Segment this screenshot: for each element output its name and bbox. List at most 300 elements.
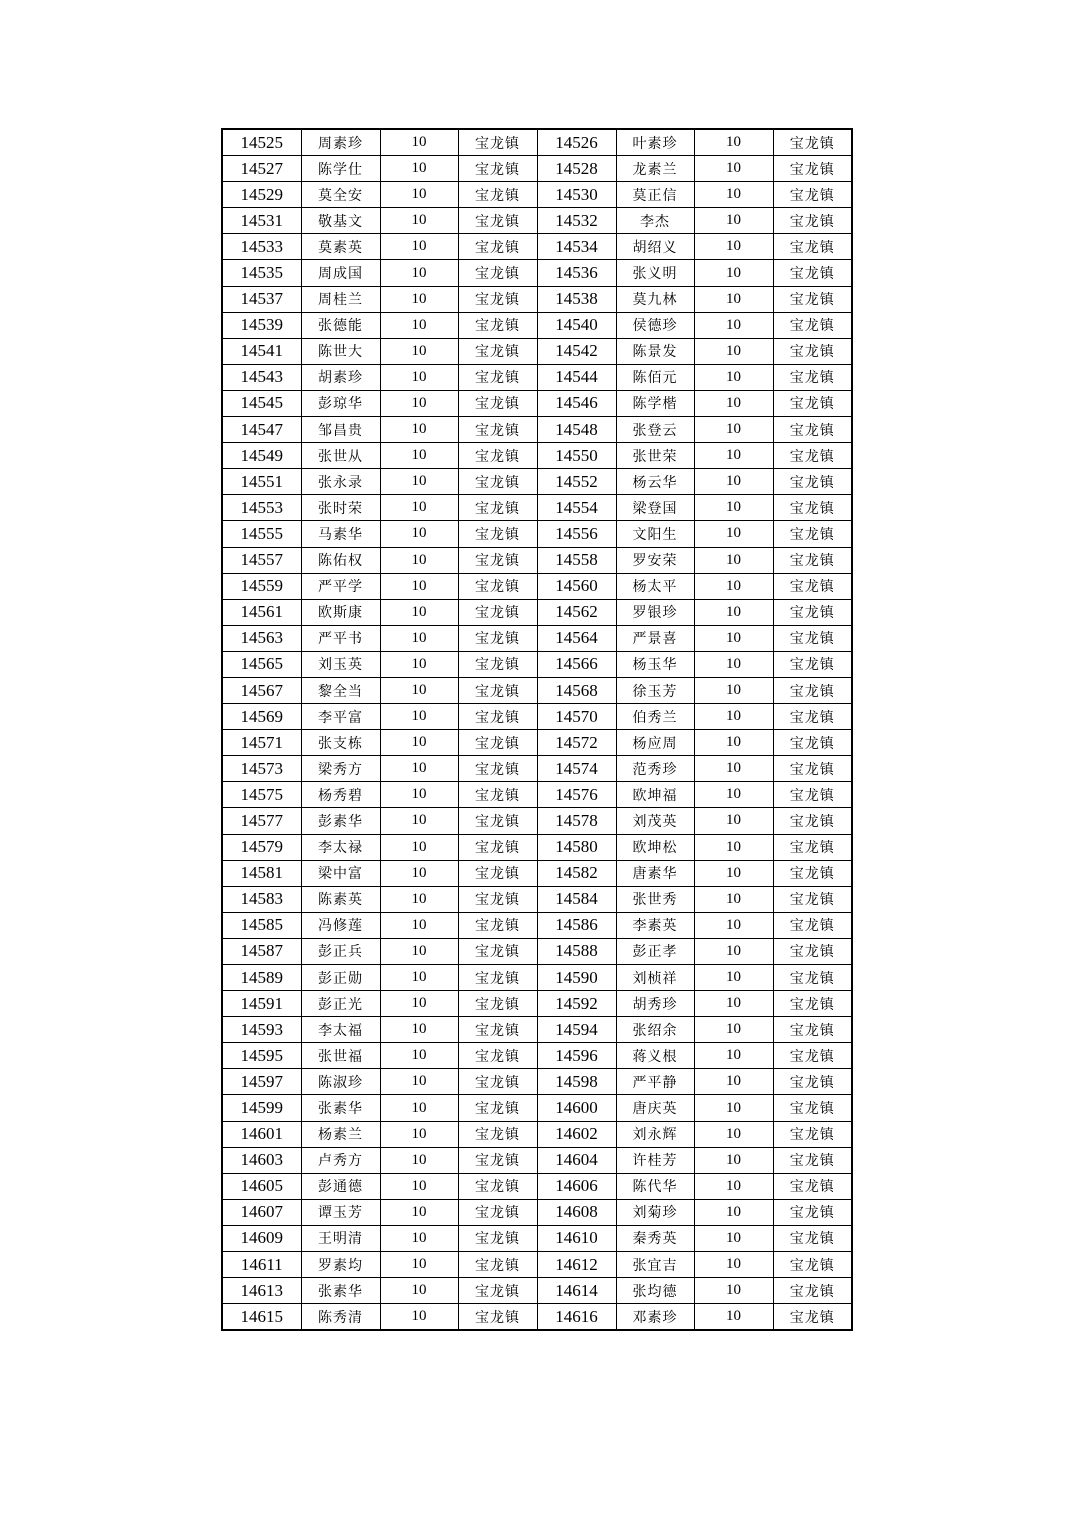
person-name-cell: 张素华 bbox=[301, 1095, 380, 1121]
amount-cell: 10 bbox=[694, 756, 773, 782]
amount-cell: 10 bbox=[694, 390, 773, 416]
person-name-cell: 陈代华 bbox=[616, 1173, 694, 1199]
town-cell: 宝龙镇 bbox=[773, 938, 852, 964]
person-name-cell: 陈学楷 bbox=[616, 390, 694, 416]
amount-cell: 10 bbox=[380, 208, 458, 234]
amount-cell: 10 bbox=[694, 808, 773, 834]
town-cell: 宝龙镇 bbox=[458, 1304, 537, 1331]
record-id-cell: 14594 bbox=[537, 1017, 616, 1043]
town-cell: 宝龙镇 bbox=[773, 1017, 852, 1043]
record-id-cell: 14589 bbox=[222, 965, 301, 991]
record-id-cell: 14542 bbox=[537, 338, 616, 364]
record-id-cell: 14547 bbox=[222, 417, 301, 443]
record-id-cell: 14560 bbox=[537, 573, 616, 599]
amount-cell: 10 bbox=[694, 730, 773, 756]
person-name-cell: 梁秀方 bbox=[301, 756, 380, 782]
record-id-cell: 14568 bbox=[537, 677, 616, 703]
amount-cell: 10 bbox=[380, 1069, 458, 1095]
record-id-cell: 14536 bbox=[537, 260, 616, 286]
town-cell: 宝龙镇 bbox=[773, 677, 852, 703]
record-id-cell: 14609 bbox=[222, 1225, 301, 1251]
amount-cell: 10 bbox=[694, 547, 773, 573]
town-cell: 宝龙镇 bbox=[773, 808, 852, 834]
town-cell: 宝龙镇 bbox=[458, 390, 537, 416]
amount-cell: 10 bbox=[694, 208, 773, 234]
person-name-cell: 冯修莲 bbox=[301, 912, 380, 938]
record-id-cell: 14535 bbox=[222, 260, 301, 286]
person-name-cell: 莫素英 bbox=[301, 234, 380, 260]
person-name-cell: 张素华 bbox=[301, 1278, 380, 1304]
person-name-cell: 彭正光 bbox=[301, 991, 380, 1017]
town-cell: 宝龙镇 bbox=[458, 573, 537, 599]
town-cell: 宝龙镇 bbox=[773, 312, 852, 338]
amount-cell: 10 bbox=[694, 129, 773, 156]
record-id-cell: 14556 bbox=[537, 521, 616, 547]
town-cell: 宝龙镇 bbox=[458, 443, 537, 469]
table-row bbox=[222, 965, 852, 991]
table-row bbox=[222, 1199, 852, 1225]
amount-cell: 10 bbox=[380, 886, 458, 912]
amount-cell: 10 bbox=[694, 782, 773, 808]
amount-cell: 10 bbox=[694, 1252, 773, 1278]
town-cell: 宝龙镇 bbox=[458, 599, 537, 625]
person-name-cell: 李太福 bbox=[301, 1017, 380, 1043]
record-id-cell: 14585 bbox=[222, 912, 301, 938]
town-cell: 宝龙镇 bbox=[773, 364, 852, 390]
town-cell: 宝龙镇 bbox=[458, 1147, 537, 1173]
town-cell: 宝龙镇 bbox=[773, 208, 852, 234]
record-id-cell: 14603 bbox=[222, 1147, 301, 1173]
table-row bbox=[222, 991, 852, 1017]
town-cell: 宝龙镇 bbox=[458, 991, 537, 1017]
amount-cell: 10 bbox=[380, 1043, 458, 1069]
person-name-cell: 张德能 bbox=[301, 312, 380, 338]
record-id-cell: 14611 bbox=[222, 1252, 301, 1278]
town-cell: 宝龙镇 bbox=[458, 834, 537, 860]
town-cell: 宝龙镇 bbox=[773, 495, 852, 521]
town-cell: 宝龙镇 bbox=[458, 469, 537, 495]
town-cell: 宝龙镇 bbox=[458, 234, 537, 260]
amount-cell: 10 bbox=[380, 260, 458, 286]
amount-cell: 10 bbox=[694, 834, 773, 860]
table-row bbox=[222, 1043, 852, 1069]
person-name-cell: 彭琼华 bbox=[301, 390, 380, 416]
record-id-cell: 14529 bbox=[222, 182, 301, 208]
record-id-cell: 14576 bbox=[537, 782, 616, 808]
person-name-cell: 刘玉英 bbox=[301, 651, 380, 677]
town-cell: 宝龙镇 bbox=[773, 260, 852, 286]
amount-cell: 10 bbox=[694, 991, 773, 1017]
person-name-cell: 蒋义根 bbox=[616, 1043, 694, 1069]
town-cell: 宝龙镇 bbox=[458, 756, 537, 782]
record-id-cell: 14569 bbox=[222, 704, 301, 730]
person-name-cell: 彭素华 bbox=[301, 808, 380, 834]
record-id-cell: 14545 bbox=[222, 390, 301, 416]
table-row bbox=[222, 1304, 852, 1331]
amount-cell: 10 bbox=[694, 495, 773, 521]
amount-cell: 10 bbox=[380, 808, 458, 834]
person-name-cell: 黎全当 bbox=[301, 677, 380, 703]
town-cell: 宝龙镇 bbox=[458, 1199, 537, 1225]
town-cell: 宝龙镇 bbox=[773, 886, 852, 912]
town-cell: 宝龙镇 bbox=[458, 495, 537, 521]
amount-cell: 10 bbox=[694, 364, 773, 390]
person-name-cell: 侯德珍 bbox=[616, 312, 694, 338]
person-name-cell: 张世秀 bbox=[616, 886, 694, 912]
table-row bbox=[222, 1225, 852, 1251]
table-row bbox=[222, 338, 852, 364]
amount-cell: 10 bbox=[694, 1043, 773, 1069]
amount-cell: 10 bbox=[380, 938, 458, 964]
amount-cell: 10 bbox=[694, 260, 773, 286]
town-cell: 宝龙镇 bbox=[773, 443, 852, 469]
record-id-cell: 14558 bbox=[537, 547, 616, 573]
person-name-cell: 陈世大 bbox=[301, 338, 380, 364]
person-name-cell: 杨太平 bbox=[616, 573, 694, 599]
person-name-cell: 罗素均 bbox=[301, 1252, 380, 1278]
person-name-cell: 严景喜 bbox=[616, 625, 694, 651]
record-id-cell: 14601 bbox=[222, 1121, 301, 1147]
person-name-cell: 唐素华 bbox=[616, 860, 694, 886]
person-name-cell: 罗银珍 bbox=[616, 599, 694, 625]
town-cell: 宝龙镇 bbox=[773, 1043, 852, 1069]
person-name-cell: 杨素兰 bbox=[301, 1121, 380, 1147]
amount-cell: 10 bbox=[380, 1121, 458, 1147]
record-id-cell: 14600 bbox=[537, 1095, 616, 1121]
amount-cell: 10 bbox=[380, 495, 458, 521]
amount-cell: 10 bbox=[694, 469, 773, 495]
table-row bbox=[222, 364, 852, 390]
person-name-cell: 梁登国 bbox=[616, 495, 694, 521]
person-name-cell: 范秀珍 bbox=[616, 756, 694, 782]
record-id-cell: 14549 bbox=[222, 443, 301, 469]
table-row bbox=[222, 156, 852, 182]
record-id-cell: 14606 bbox=[537, 1173, 616, 1199]
amount-cell: 10 bbox=[380, 1304, 458, 1331]
amount-cell: 10 bbox=[380, 756, 458, 782]
amount-cell: 10 bbox=[380, 912, 458, 938]
town-cell: 宝龙镇 bbox=[458, 1069, 537, 1095]
town-cell: 宝龙镇 bbox=[458, 129, 537, 156]
person-name-cell: 张义明 bbox=[616, 260, 694, 286]
amount-cell: 10 bbox=[380, 469, 458, 495]
person-name-cell: 胡绍义 bbox=[616, 234, 694, 260]
amount-cell: 10 bbox=[380, 599, 458, 625]
record-id-cell: 14533 bbox=[222, 234, 301, 260]
table-row bbox=[222, 573, 852, 599]
table-row bbox=[222, 417, 852, 443]
person-name-cell: 莫正信 bbox=[616, 182, 694, 208]
person-name-cell: 莫九林 bbox=[616, 286, 694, 312]
town-cell: 宝龙镇 bbox=[458, 677, 537, 703]
town-cell: 宝龙镇 bbox=[773, 1278, 852, 1304]
record-id-cell: 14573 bbox=[222, 756, 301, 782]
amount-cell: 10 bbox=[380, 312, 458, 338]
amount-cell: 10 bbox=[380, 1017, 458, 1043]
person-name-cell: 刘永辉 bbox=[616, 1121, 694, 1147]
record-id-cell: 14608 bbox=[537, 1199, 616, 1225]
table-row bbox=[222, 1017, 852, 1043]
record-id-cell: 14571 bbox=[222, 730, 301, 756]
table-row bbox=[222, 208, 852, 234]
table-row bbox=[222, 1095, 852, 1121]
amount-cell: 10 bbox=[380, 1199, 458, 1225]
person-name-cell: 李太禄 bbox=[301, 834, 380, 860]
town-cell: 宝龙镇 bbox=[773, 834, 852, 860]
person-name-cell: 邹昌贵 bbox=[301, 417, 380, 443]
amount-cell: 10 bbox=[380, 1173, 458, 1199]
town-cell: 宝龙镇 bbox=[773, 182, 852, 208]
town-cell: 宝龙镇 bbox=[458, 364, 537, 390]
town-cell: 宝龙镇 bbox=[773, 1199, 852, 1225]
town-cell: 宝龙镇 bbox=[773, 991, 852, 1017]
person-name-cell: 张世福 bbox=[301, 1043, 380, 1069]
table-row bbox=[222, 521, 852, 547]
town-cell: 宝龙镇 bbox=[773, 156, 852, 182]
town-cell: 宝龙镇 bbox=[773, 1069, 852, 1095]
amount-cell: 10 bbox=[694, 625, 773, 651]
amount-cell: 10 bbox=[380, 1147, 458, 1173]
record-id-cell: 14564 bbox=[537, 625, 616, 651]
town-cell: 宝龙镇 bbox=[458, 338, 537, 364]
record-id-cell: 14595 bbox=[222, 1043, 301, 1069]
record-id-cell: 14586 bbox=[537, 912, 616, 938]
record-id-cell: 14540 bbox=[537, 312, 616, 338]
record-id-cell: 14527 bbox=[222, 156, 301, 182]
table-row bbox=[222, 547, 852, 573]
amount-cell: 10 bbox=[694, 1225, 773, 1251]
person-name-cell: 严平学 bbox=[301, 573, 380, 599]
person-name-cell: 陈佑权 bbox=[301, 547, 380, 573]
town-cell: 宝龙镇 bbox=[458, 1278, 537, 1304]
person-name-cell: 陈素英 bbox=[301, 886, 380, 912]
person-name-cell: 欧坤松 bbox=[616, 834, 694, 860]
amount-cell: 10 bbox=[380, 129, 458, 156]
table-row bbox=[222, 834, 852, 860]
record-id-cell: 14539 bbox=[222, 312, 301, 338]
amount-cell: 10 bbox=[380, 860, 458, 886]
town-cell: 宝龙镇 bbox=[773, 1304, 852, 1331]
amount-cell: 10 bbox=[380, 286, 458, 312]
amount-cell: 10 bbox=[694, 651, 773, 677]
amount-cell: 10 bbox=[694, 1095, 773, 1121]
record-id-cell: 14552 bbox=[537, 469, 616, 495]
amount-cell: 10 bbox=[694, 443, 773, 469]
record-id-cell: 14567 bbox=[222, 677, 301, 703]
table-row bbox=[222, 677, 852, 703]
record-id-cell: 14544 bbox=[537, 364, 616, 390]
record-id-cell: 14591 bbox=[222, 991, 301, 1017]
amount-cell: 10 bbox=[694, 1017, 773, 1043]
town-cell: 宝龙镇 bbox=[458, 782, 537, 808]
table-row bbox=[222, 495, 852, 521]
table-row bbox=[222, 730, 852, 756]
record-id-cell: 14554 bbox=[537, 495, 616, 521]
person-name-cell: 陈秀清 bbox=[301, 1304, 380, 1331]
amount-cell: 10 bbox=[694, 886, 773, 912]
record-id-cell: 14597 bbox=[222, 1069, 301, 1095]
person-name-cell: 张登云 bbox=[616, 417, 694, 443]
town-cell: 宝龙镇 bbox=[773, 756, 852, 782]
town-cell: 宝龙镇 bbox=[773, 390, 852, 416]
record-id-cell: 14534 bbox=[537, 234, 616, 260]
town-cell: 宝龙镇 bbox=[773, 1225, 852, 1251]
amount-cell: 10 bbox=[694, 1069, 773, 1095]
person-name-cell: 陈淑珍 bbox=[301, 1069, 380, 1095]
amount-cell: 10 bbox=[380, 338, 458, 364]
amount-cell: 10 bbox=[380, 1095, 458, 1121]
person-name-cell: 王明清 bbox=[301, 1225, 380, 1251]
table-row bbox=[222, 469, 852, 495]
amount-cell: 10 bbox=[380, 573, 458, 599]
record-id-cell: 14550 bbox=[537, 443, 616, 469]
amount-cell: 10 bbox=[694, 182, 773, 208]
table-row bbox=[222, 312, 852, 338]
person-name-cell: 陈学仕 bbox=[301, 156, 380, 182]
record-id-cell: 14565 bbox=[222, 651, 301, 677]
record-id-cell: 14526 bbox=[537, 129, 616, 156]
person-name-cell: 刘桢祥 bbox=[616, 965, 694, 991]
town-cell: 宝龙镇 bbox=[458, 521, 537, 547]
person-name-cell: 杨应周 bbox=[616, 730, 694, 756]
table-row bbox=[222, 938, 852, 964]
person-name-cell: 李素英 bbox=[616, 912, 694, 938]
table-row bbox=[222, 1069, 852, 1095]
record-id-cell: 14588 bbox=[537, 938, 616, 964]
record-id-cell: 14543 bbox=[222, 364, 301, 390]
amount-cell: 10 bbox=[694, 1278, 773, 1304]
table-row bbox=[222, 182, 852, 208]
record-id-cell: 14584 bbox=[537, 886, 616, 912]
person-name-cell: 龙素兰 bbox=[616, 156, 694, 182]
table-row bbox=[222, 756, 852, 782]
amount-cell: 10 bbox=[380, 677, 458, 703]
town-cell: 宝龙镇 bbox=[458, 886, 537, 912]
person-name-cell: 莫全安 bbox=[301, 182, 380, 208]
town-cell: 宝龙镇 bbox=[773, 1147, 852, 1173]
town-cell: 宝龙镇 bbox=[773, 704, 852, 730]
amount-cell: 10 bbox=[380, 443, 458, 469]
person-name-cell: 陈佰元 bbox=[616, 364, 694, 390]
record-id-cell: 14580 bbox=[537, 834, 616, 860]
town-cell: 宝龙镇 bbox=[458, 704, 537, 730]
town-cell: 宝龙镇 bbox=[458, 1095, 537, 1121]
record-id-cell: 14575 bbox=[222, 782, 301, 808]
town-cell: 宝龙镇 bbox=[773, 730, 852, 756]
person-name-cell: 严平书 bbox=[301, 625, 380, 651]
table-row bbox=[222, 1121, 852, 1147]
amount-cell: 10 bbox=[694, 286, 773, 312]
person-name-cell: 胡素珍 bbox=[301, 364, 380, 390]
amount-cell: 10 bbox=[380, 364, 458, 390]
town-cell: 宝龙镇 bbox=[773, 129, 852, 156]
record-id-cell: 14578 bbox=[537, 808, 616, 834]
person-name-cell: 敬基文 bbox=[301, 208, 380, 234]
town-cell: 宝龙镇 bbox=[458, 730, 537, 756]
person-name-cell: 梁中富 bbox=[301, 860, 380, 886]
person-name-cell: 陈景发 bbox=[616, 338, 694, 364]
person-name-cell: 张支栋 bbox=[301, 730, 380, 756]
record-id-cell: 14574 bbox=[537, 756, 616, 782]
amount-cell: 10 bbox=[380, 390, 458, 416]
amount-cell: 10 bbox=[380, 156, 458, 182]
person-name-cell: 谭玉芳 bbox=[301, 1199, 380, 1225]
town-cell: 宝龙镇 bbox=[773, 912, 852, 938]
record-id-cell: 14604 bbox=[537, 1147, 616, 1173]
person-name-cell: 严平静 bbox=[616, 1069, 694, 1095]
town-cell: 宝龙镇 bbox=[458, 182, 537, 208]
record-id-cell: 14531 bbox=[222, 208, 301, 234]
town-cell: 宝龙镇 bbox=[458, 156, 537, 182]
town-cell: 宝龙镇 bbox=[773, 417, 852, 443]
person-name-cell: 张绍余 bbox=[616, 1017, 694, 1043]
record-id-cell: 14561 bbox=[222, 599, 301, 625]
town-cell: 宝龙镇 bbox=[773, 469, 852, 495]
town-cell: 宝龙镇 bbox=[458, 965, 537, 991]
town-cell: 宝龙镇 bbox=[458, 417, 537, 443]
record-id-cell: 14566 bbox=[537, 651, 616, 677]
table-row bbox=[222, 625, 852, 651]
record-id-cell: 14592 bbox=[537, 991, 616, 1017]
record-id-cell: 14555 bbox=[222, 521, 301, 547]
table-row bbox=[222, 1252, 852, 1278]
record-id-cell: 14562 bbox=[537, 599, 616, 625]
record-id-cell: 14596 bbox=[537, 1043, 616, 1069]
amount-cell: 10 bbox=[380, 1225, 458, 1251]
amount-cell: 10 bbox=[694, 912, 773, 938]
amount-cell: 10 bbox=[380, 547, 458, 573]
person-name-cell: 欧斯康 bbox=[301, 599, 380, 625]
amount-cell: 10 bbox=[694, 1199, 773, 1225]
town-cell: 宝龙镇 bbox=[458, 286, 537, 312]
person-name-cell: 唐庆英 bbox=[616, 1095, 694, 1121]
person-name-cell: 彭正勋 bbox=[301, 965, 380, 991]
table-row bbox=[222, 808, 852, 834]
town-cell: 宝龙镇 bbox=[458, 1043, 537, 1069]
table-row bbox=[222, 1173, 852, 1199]
amount-cell: 10 bbox=[694, 677, 773, 703]
record-id-cell: 14551 bbox=[222, 469, 301, 495]
person-name-cell: 李杰 bbox=[616, 208, 694, 234]
table-row bbox=[222, 860, 852, 886]
amount-cell: 10 bbox=[694, 312, 773, 338]
table-row bbox=[222, 234, 852, 260]
town-cell: 宝龙镇 bbox=[458, 1121, 537, 1147]
person-name-cell: 彭正孝 bbox=[616, 938, 694, 964]
record-id-cell: 14582 bbox=[537, 860, 616, 886]
person-name-cell: 文阳生 bbox=[616, 521, 694, 547]
person-name-cell: 邓素珍 bbox=[616, 1304, 694, 1331]
amount-cell: 10 bbox=[380, 834, 458, 860]
person-name-cell: 胡秀珍 bbox=[616, 991, 694, 1017]
record-id-cell: 14532 bbox=[537, 208, 616, 234]
amount-cell: 10 bbox=[380, 234, 458, 260]
town-cell: 宝龙镇 bbox=[458, 1225, 537, 1251]
table-row bbox=[222, 886, 852, 912]
town-cell: 宝龙镇 bbox=[773, 625, 852, 651]
town-cell: 宝龙镇 bbox=[458, 938, 537, 964]
record-id-cell: 14553 bbox=[222, 495, 301, 521]
town-cell: 宝龙镇 bbox=[773, 338, 852, 364]
table-row bbox=[222, 443, 852, 469]
amount-cell: 10 bbox=[694, 417, 773, 443]
person-name-cell: 杨玉华 bbox=[616, 651, 694, 677]
person-name-cell: 周成国 bbox=[301, 260, 380, 286]
amount-cell: 10 bbox=[694, 965, 773, 991]
record-id-cell: 14557 bbox=[222, 547, 301, 573]
person-name-cell: 徐玉芳 bbox=[616, 677, 694, 703]
record-id-cell: 14599 bbox=[222, 1095, 301, 1121]
